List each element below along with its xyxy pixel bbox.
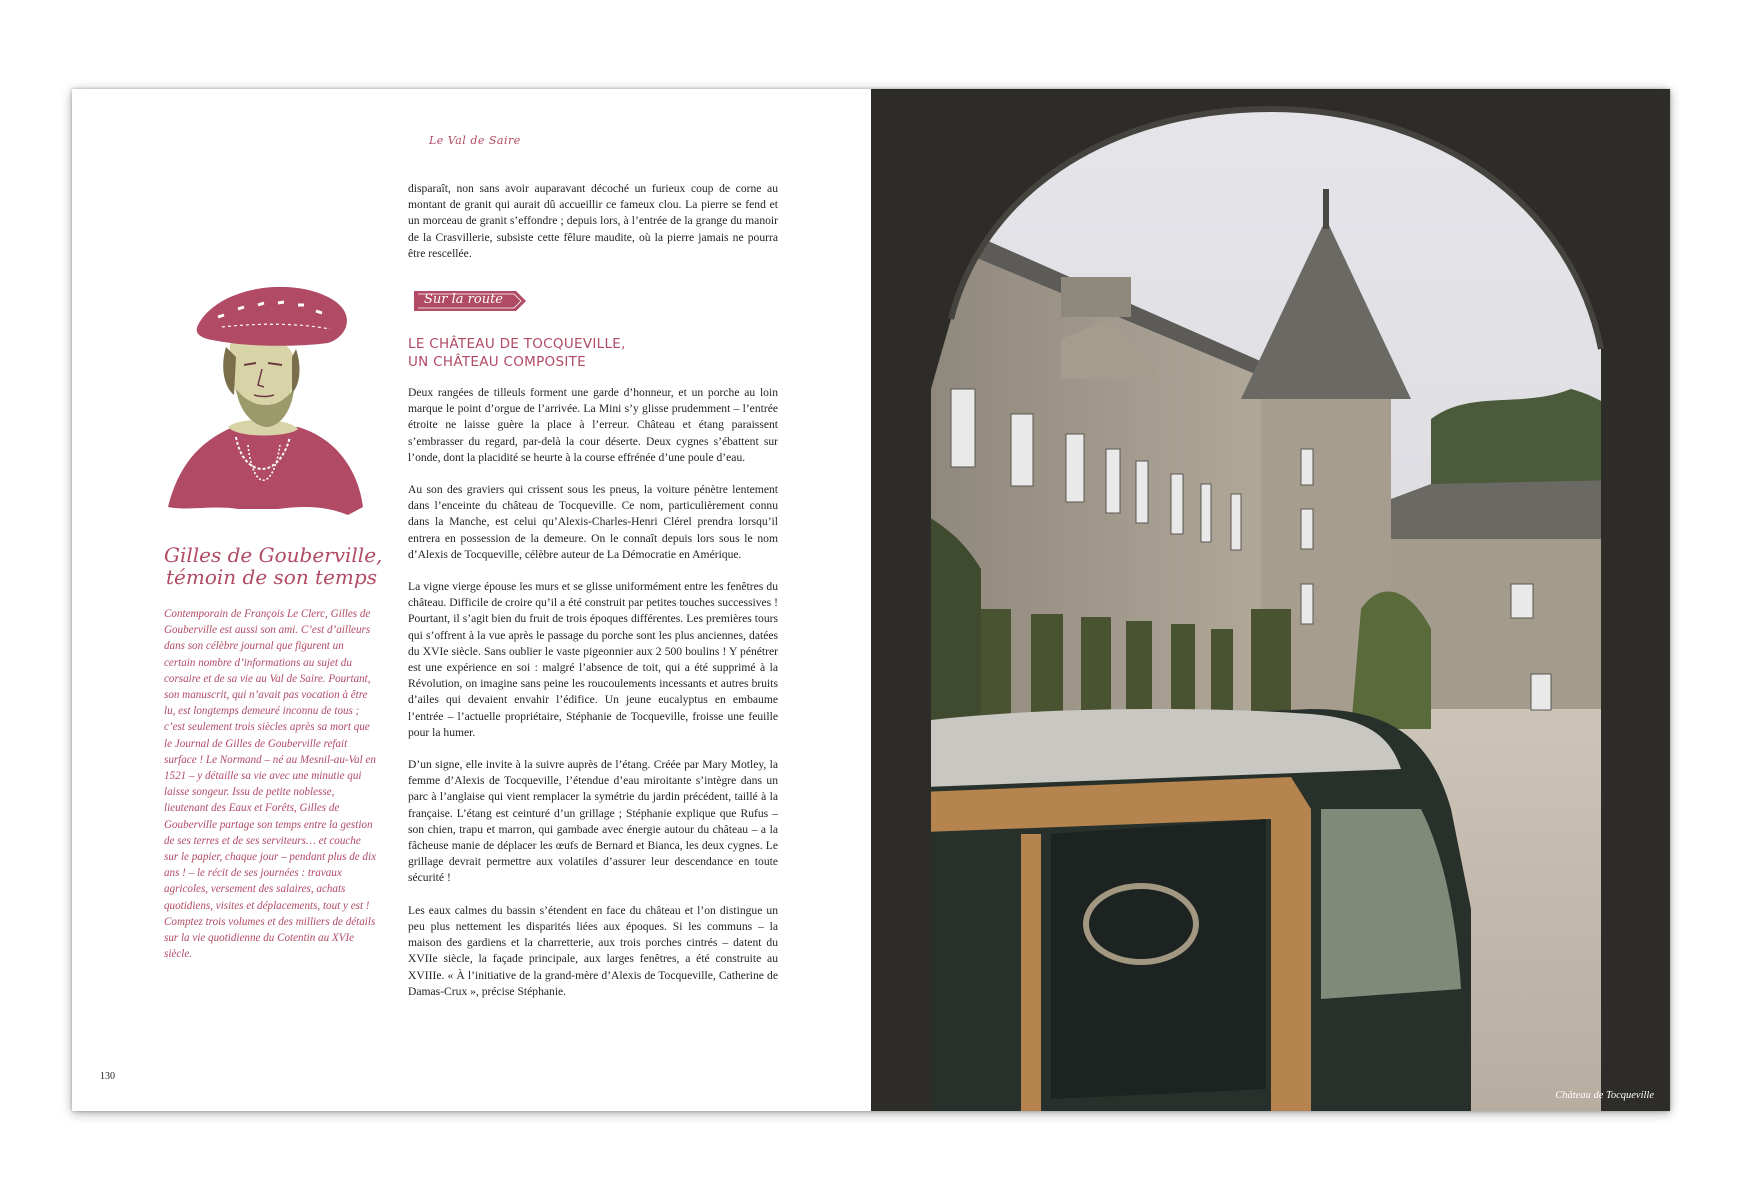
chateau-photo	[871, 89, 1670, 1111]
magazine-spread	[72, 89, 1670, 1111]
sidebar-title	[164, 544, 404, 588]
running-head: Le Val de Saire	[429, 134, 521, 147]
sidebar-text	[164, 606, 376, 962]
article-heading	[408, 335, 778, 371]
body-paragraph: Au son des graviers qui crissent sous les pneus, la voiture pénètre lentement dans l’enceinte du château de Tocqueville. Ce nom, particulièrement connu dans la Manche, est celui qu’Alexis-Charles-Henri Clérel prendra lorsqu’il entrera en possession de la demeure. On le connaît depuis lors sous le nom d’Alexis de Tocqueville, célèbre auteur de La Démocratie en Amérique.	[408, 483, 778, 561]
intro-paragraph: disparaît, non sans avoir auparavant décoché un furieux coup de corne au montant de granit qui aurait dû accueillir ce fameux clou. La pierre se fend et un morceau de granit s’effondre ; depuis lors, à l’entrée de la grange du manoir de la Crasvillerie, subsiste cette fêlure maudite, où la pierre jamais ne pourra être rescellée.	[408, 182, 778, 260]
intro-column	[408, 181, 778, 262]
body-paragraph: Les eaux calmes du bassin s’étendent en face du château et l’on distingue un peu plus nettement les disparités liées aux époques. Si les communs – la maison des gardiens et la charretterie, aux trois porches cintrés – datent du XVIIe siècle, la façade principale, aux larges fenêtres, a été construite au XVIIIe. « À l’initiative de la grand-mère d’Alexis de Tocqueville, Catherine de Damas-Crux », précise Stéphanie.	[408, 903, 778, 998]
body-paragraph: La vigne vierge épouse les murs et se glisse uniformément entre les fenêtres du château. Difficile de croire qu’il a été construit par petites touches successives ! Pourtant, il s’agit bien du fruit de trois époques différentes. Les premières tours qui s’offrent à la vue après le passage du porche sont les plus anciennes, datées du XVIe siècle. Sans oublier le vaste pigeonnier aux 2 500 boulins ! Y pénétrer est une expérience en soi : malgré l’absence de toit, qui a été supprimé à la Révolution, on imagine sans peine les roucoulements incessants et autres bruits d’ailes qui devaient envahir l’édifice. Un jeune eucalyptus en embaume l’entrée – l’actuelle propriétaire, Stéphanie de Tocqueville, froisse une feuille pour la humer.	[408, 580, 778, 739]
left-page	[72, 89, 871, 1111]
right-page	[871, 89, 1670, 1111]
article-heading-line2: UN CHÂTEAU COMPOSITE	[408, 354, 587, 370]
article-heading-line1: LE CHÂTEAU DE TOCQUEVILLE,	[408, 336, 626, 352]
article-body	[408, 385, 778, 1016]
body-paragraph: D’un signe, elle invite à la suivre auprès de l’étang. Créée par Mary Motley, la femme d’Alexis de Tocqueville, l’étendue d’eau miroitante s’intègre dans un parc à l’anglaise qui vient remplacer la symétrie du jardin précédent, taillé à la française. L’étang est ceinturé d’un grillage ; Stéphanie explique que Rufus – son chien, trapu et marron, qui gambade avec énergie autour du château – a la fâcheuse manie de déplacer les œufs de Bernard et Bianca, les deux cygnes. Le grillage devrait permettre aux volatiles d’assurer leur descendance en toute sécurité !	[408, 758, 778, 885]
photo-caption: Château de Tocqueville	[1555, 1090, 1654, 1101]
sidebar-title-line2: témoin de son temps	[166, 565, 377, 589]
section-tag	[412, 289, 528, 313]
body-paragraph: Deux rangées de tilleuls forment une garde d’honneur, et un porche au loin marque le point d’orgue de l’arrivée. La Mini s’y glisse prudemment – l’entrée étroite ne laisse guère la place à l’erreur. Château et étang paraissent s’embrasser du regard, par-delà la cour déserte. Deux cygnes s’ébattent sur l’onde, dont la placidité se heurte à la course effrénée d’une poule d’eau.	[408, 386, 778, 464]
sidebar-title-line1: Gilles de Gouberville,	[164, 543, 383, 567]
sidebar-paragraph: Contemporain de François Le Clerc, Gilles de Gouberville est aussi son ami. C’est d’ailleurs dans son célèbre journal que figurent un certain nombre d’informations au sujet du corsaire et de sa vie au Val de Saire. Pourtant, son manuscrit, qui n’avait pas vocation à être lu, est longtemps demeuré inconnu de tous ; c’est seulement trois siècles après sa mort que le Journal de Gilles de Gouberville refait surface ! Le Normand – né au Mesnil-au-Val en 1521 – y détaille sa vie avec une minutie qui laisse songeur. Issu de petite noblesse, lieutenant des Eaux et Forêts, Gilles de Gouberville partage son temps entre la gestion de ses terres et de ses serviteurs… et couche sur le papier, chaque jour – pendant plus de dix ans ! – le récit de ses journées : travaux agricoles, versement des salaires, achats quotidiens, visites et déplacements, tout y est ! Comptez trois volumes et des milliers de détails sur la vie quotidienne du Cotentin au XVIe siècle.	[164, 608, 376, 961]
portrait-illustration	[158, 277, 368, 519]
section-tag-label: Sur la route	[424, 292, 503, 307]
page-number: 130	[100, 1071, 115, 1082]
